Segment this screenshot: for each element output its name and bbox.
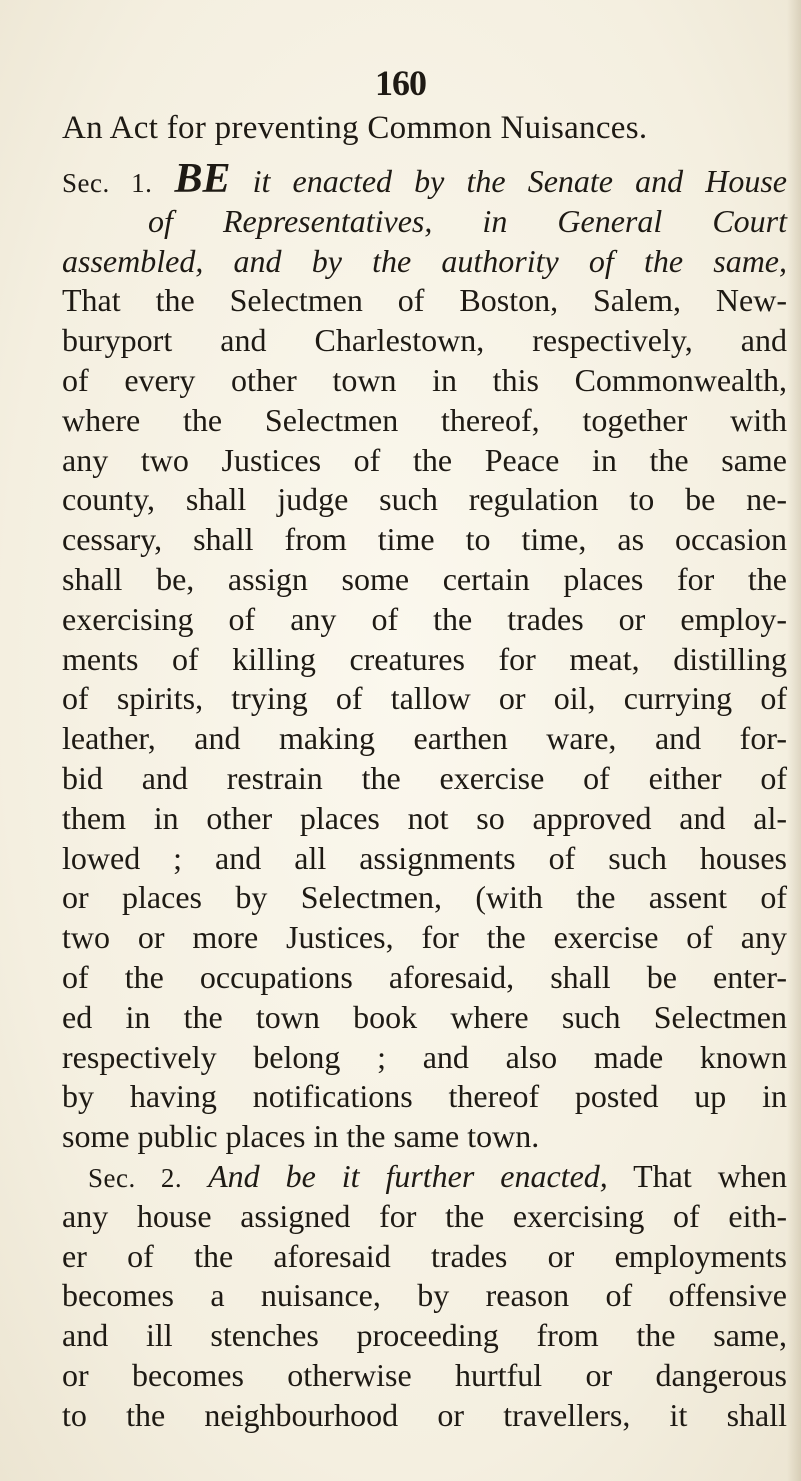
section-1-line-9: county, shall judge such regulation to be ne- xyxy=(62,481,787,518)
section-1-line-17: them in other places not so approved and al- xyxy=(62,799,787,836)
section-1-line-8: any two Justices of the Peace in the same xyxy=(62,441,787,478)
section-1-text: it enacted by the Senate and House xyxy=(252,163,788,199)
section-2-line-1 xyxy=(62,1157,787,1197)
section-1-initial: BE xyxy=(174,156,231,202)
section-1-line-22: ed in the town book where such Selectmen xyxy=(62,998,787,1035)
section-1-line-24: by having notifications thereof posted up in xyxy=(62,1078,787,1115)
section-2-line-3: er of the aforesaid trades or employments xyxy=(62,1237,787,1274)
section-1-line-19: or places by Selectmen, (with the assent of xyxy=(62,879,787,916)
section-2-enacting-clause: And be it further enacted, xyxy=(208,1157,608,1194)
section-2-line-2: any house assigned for the exercising of eith- xyxy=(62,1197,787,1234)
section-1-line-12: exercising of any of the trades or employ- xyxy=(62,600,787,637)
act-title: An Act for preventing Common Nuisances. xyxy=(62,110,648,146)
section-1-line-23: respectively belong ; and also made known xyxy=(62,1038,787,1075)
section-1-line-25: some public places in the same town. xyxy=(62,1118,540,1155)
section-2-line-4: becomes a nuisance, by reason of offensive xyxy=(62,1277,787,1314)
section-1-line-1 xyxy=(62,156,788,202)
section-1-line-3 xyxy=(62,242,787,282)
section-1-line-16: bid and restrain the exercise of either of xyxy=(62,759,787,796)
section-1-line-21: of the occupations aforesaid, shall be enter- xyxy=(62,958,787,995)
section-1-line-11: shall be, assign some certain places for the xyxy=(62,560,787,597)
section-1-line-5: buryport and Charlestown, respectively, and xyxy=(62,322,787,359)
page-edge-shadow xyxy=(787,0,801,1481)
section-1-line-7: where the Selectmen thereof, together with xyxy=(62,401,787,438)
section-1-line-13: ments of killing creatures for meat, distilling xyxy=(62,640,787,677)
section-1-line-18: lowed ; and all assignments of such houses xyxy=(62,839,787,876)
page-number: 160 xyxy=(375,63,426,103)
section-2-text: That when xyxy=(633,1157,788,1194)
section-1-line-2: of Representatives, in General Court xyxy=(148,202,787,239)
section-2-line-5: and ill stenches proceeding from the same, xyxy=(62,1317,787,1354)
section-1-line-15: leather, and making earthen ware, and for- xyxy=(62,720,787,757)
statute-text xyxy=(62,132,787,1436)
section-1-text: assembled, and by the authority of the same, xyxy=(62,242,787,279)
section-2-line-6: or becomes otherwise hurtful or dangerous xyxy=(62,1356,787,1393)
section-1-line-4: That the Selectmen of Boston, Salem, New- xyxy=(62,282,787,319)
section-1-line-10: cessary, shall from time to time, as occasion xyxy=(62,521,787,558)
section-1-line-6: of every other town in this Commonwealth, xyxy=(62,361,787,398)
section-1-line-14: of spirits, trying of tallow or oil, currying of xyxy=(62,680,787,717)
section-1-label: Sec. 1. xyxy=(62,168,153,198)
section-2-line-7: to the neighbourhood or travellers, it shall xyxy=(62,1396,787,1433)
section-1-line-20: two or more Justices, for the exercise of any xyxy=(62,919,787,956)
section-2-label: Sec. 2. xyxy=(88,1162,183,1193)
